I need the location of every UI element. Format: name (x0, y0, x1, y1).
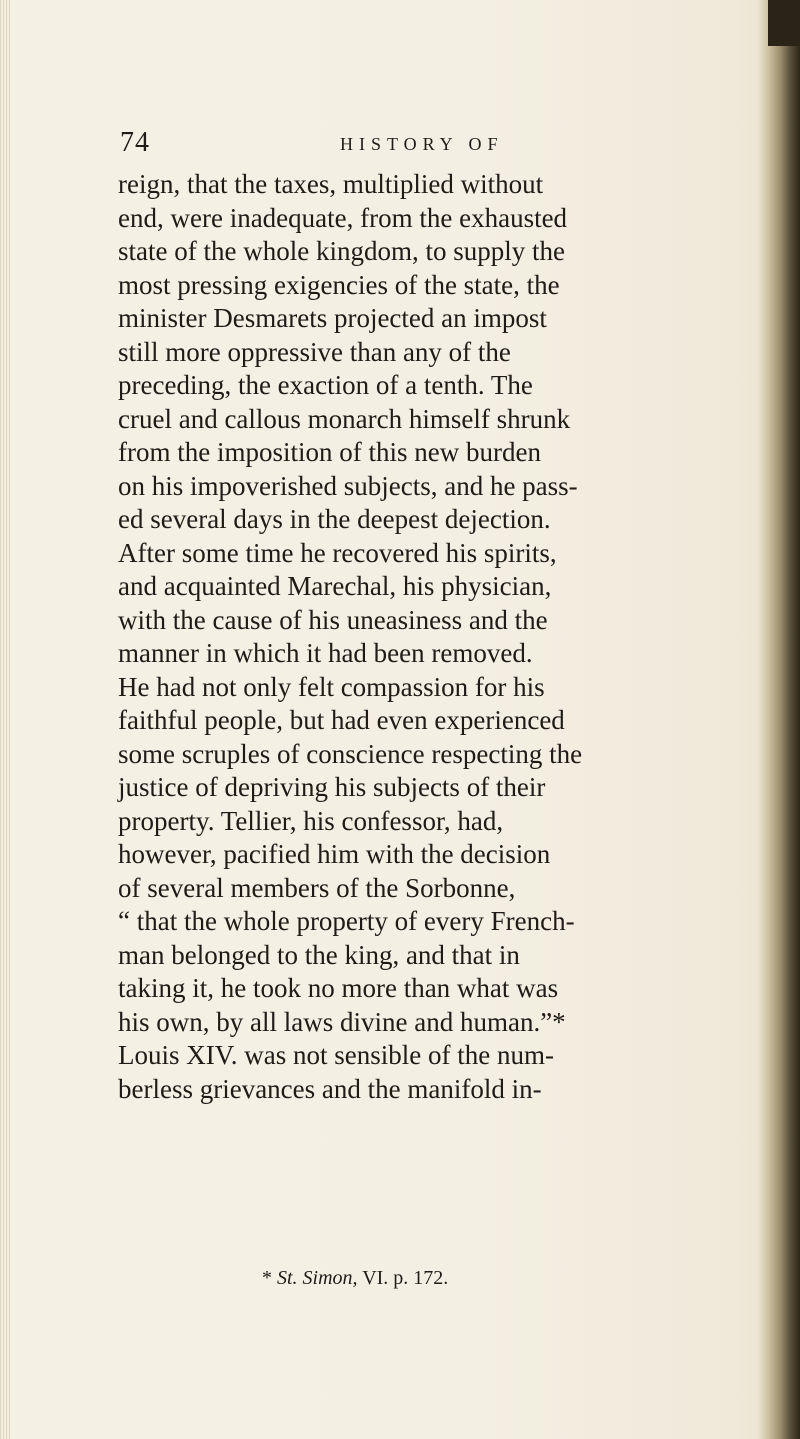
text-line: He had not only felt compassion for his (118, 671, 545, 702)
footnote-source: St. Simon, (277, 1267, 358, 1289)
text-line: some scruples of conscience respecting the (118, 738, 583, 769)
text-line: from the imposition of this new burden (118, 437, 541, 467)
footnote-mark: * (262, 1267, 272, 1289)
footnote-reference: VI. p. 172. (362, 1267, 449, 1289)
page-edge-corner (768, 0, 800, 46)
text-line: however, pacified him with the decision (118, 839, 551, 869)
text-line: on his impoverished subjects, and he pass- (118, 470, 578, 501)
text-line: with the cause of his uneasiness and the (118, 604, 548, 635)
binding-edge (0, 0, 10, 1439)
page-header (120, 126, 760, 162)
text-line: faithful people, but had even experienced (118, 705, 565, 735)
text-line: most pressing exigencies of the state, the (118, 269, 560, 300)
text-line: taking it, he took no more than what was (118, 973, 559, 1003)
text-line: manner in which it had been removed. (118, 638, 533, 668)
running-head: HISTORY OF (340, 134, 504, 154)
text-line: still more oppressive than any of the (118, 336, 511, 367)
text-line: of several members of the Sorbonne, (118, 872, 516, 903)
text-line: Louis XIV. was not sensible of the num- (118, 1040, 554, 1070)
text-line: minister Desmarets projected an impost (118, 303, 547, 333)
text-line: reign, that the taxes, multiplied without (118, 169, 544, 199)
text-line: ed several days in the deepest dejection. (118, 504, 551, 534)
page-number: 74 (120, 127, 150, 158)
body-text (118, 168, 778, 1106)
text-line: preceding, the exaction of a tenth. The (118, 370, 533, 400)
text-line: and acquainted Marechal, his physician, (118, 571, 552, 601)
text-line: justice of depriving his subjects of their (118, 772, 546, 802)
text-line: man belonged to the king, and that in (118, 939, 520, 970)
text-line: end, were inadequate, from the exhausted (118, 202, 568, 233)
text-line: cruel and callous monarch himself shrunk (118, 403, 571, 434)
text-line: berless grievances and the manifold in- (118, 1073, 542, 1104)
text-line: After some time he recovered his spirits, (118, 537, 557, 568)
footnote (262, 1265, 448, 1291)
text-line: his own, by all laws divine and human.”* (118, 1006, 566, 1037)
text-line: state of the whole kingdom, to supply the (118, 236, 565, 266)
text-line: property. Tellier, his confessor, had, (118, 805, 504, 836)
text-line: “ that the whole property of every French- (118, 906, 575, 936)
